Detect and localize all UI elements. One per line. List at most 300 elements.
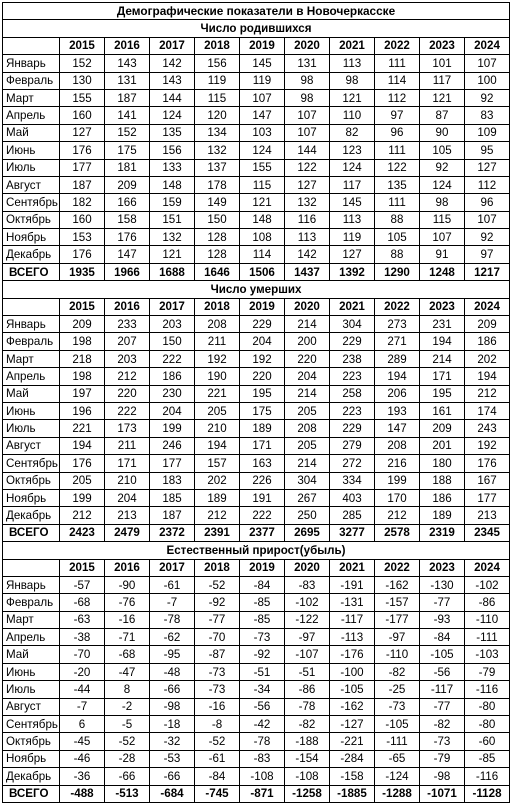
value-cell: 111 <box>375 194 420 211</box>
value-cell: 142 <box>150 55 195 72</box>
value-cell: 177 <box>465 489 510 506</box>
month-label: Май <box>3 385 60 402</box>
value-cell: 233 <box>105 316 150 333</box>
value-cell: 211 <box>105 437 150 454</box>
month-label: Август <box>3 698 60 715</box>
year-header-cell: 2022 <box>375 298 420 315</box>
value-cell: -162 <box>375 576 420 593</box>
value-cell: -87 <box>195 646 240 663</box>
value-cell: 97 <box>465 246 510 263</box>
value-cell: -56 <box>240 698 285 715</box>
value-cell: 289 <box>375 350 420 367</box>
month-label: Август <box>3 176 60 193</box>
year-header-cell: 2017 <box>150 37 195 54</box>
value-cell: 171 <box>105 455 150 472</box>
value-cell: -97 <box>375 629 420 646</box>
value-cell: 304 <box>330 316 375 333</box>
value-cell: 98 <box>330 72 375 89</box>
month-label: Июль <box>3 420 60 437</box>
value-cell: -130 <box>420 576 465 593</box>
month-label: Июнь <box>3 142 60 159</box>
month-label: Август <box>3 437 60 454</box>
value-cell: 212 <box>195 507 240 524</box>
value-cell: 200 <box>285 333 330 350</box>
total-value-cell: -1258 <box>285 785 330 802</box>
value-cell: -78 <box>150 611 195 628</box>
value-cell: 127 <box>60 124 105 141</box>
total-value-cell: 1688 <box>150 263 195 280</box>
year-header-corner <box>3 37 60 54</box>
value-cell: -117 <box>330 611 375 628</box>
value-cell: -97 <box>285 629 330 646</box>
value-cell: 107 <box>285 124 330 141</box>
value-cell: 171 <box>420 368 465 385</box>
table-row <box>3 176 510 193</box>
value-cell: -7 <box>60 698 105 715</box>
value-cell: -77 <box>420 698 465 715</box>
month-label: Февраль <box>3 333 60 350</box>
value-cell: 403 <box>330 489 375 506</box>
year-header-cell: 2018 <box>195 559 240 576</box>
value-cell: -154 <box>285 750 330 767</box>
value-cell: 123 <box>330 142 375 159</box>
total-value-cell: 1217 <box>465 263 510 280</box>
value-cell: -60 <box>465 733 510 750</box>
section-heading: Число родившихся <box>3 20 510 37</box>
value-cell: -82 <box>375 663 420 680</box>
value-cell: 6 <box>60 716 105 733</box>
total-value-cell: 2423 <box>60 524 105 541</box>
value-cell: 201 <box>420 437 465 454</box>
value-cell: -103 <box>465 646 510 663</box>
value-cell: 166 <box>105 194 150 211</box>
value-cell: 192 <box>240 350 285 367</box>
table-body <box>3 3 510 803</box>
value-cell: 145 <box>240 55 285 72</box>
value-cell: 128 <box>195 229 240 246</box>
month-label: Апрель <box>3 107 60 124</box>
value-cell: 131 <box>285 55 330 72</box>
value-cell: -107 <box>285 646 330 663</box>
value-cell: -7 <box>150 594 195 611</box>
value-cell: -80 <box>465 716 510 733</box>
value-cell: -73 <box>420 733 465 750</box>
value-cell: -16 <box>105 611 150 628</box>
value-cell: -85 <box>240 594 285 611</box>
value-cell: 212 <box>375 507 420 524</box>
value-cell: 105 <box>420 142 465 159</box>
table-row <box>3 246 510 263</box>
value-cell: 205 <box>195 402 240 419</box>
value-cell: 187 <box>105 89 150 106</box>
value-cell: 88 <box>375 246 420 263</box>
value-cell: -116 <box>465 768 510 785</box>
value-cell: 204 <box>105 489 150 506</box>
value-cell: 163 <box>240 455 285 472</box>
value-cell: -113 <box>330 629 375 646</box>
total-row <box>3 524 510 541</box>
total-value-cell: -1128 <box>465 785 510 802</box>
section-heading: Естественный прирост(убыль) <box>3 542 510 559</box>
month-label: Ноябрь <box>3 489 60 506</box>
table-row <box>3 663 510 680</box>
value-cell: 189 <box>420 507 465 524</box>
value-cell: 208 <box>195 316 240 333</box>
table-row <box>3 472 510 489</box>
value-cell: -76 <box>105 594 150 611</box>
value-cell: 213 <box>105 507 150 524</box>
year-header-cell: 2022 <box>375 37 420 54</box>
year-header-cell: 2023 <box>420 298 465 315</box>
value-cell: -188 <box>285 733 330 750</box>
value-cell: 111 <box>375 142 420 159</box>
year-header-corner <box>3 298 60 315</box>
table-row <box>3 455 510 472</box>
value-cell: 124 <box>240 142 285 159</box>
value-cell: 199 <box>150 420 195 437</box>
value-cell: 194 <box>465 368 510 385</box>
value-cell: -127 <box>330 716 375 733</box>
value-cell: 221 <box>60 420 105 437</box>
value-cell: 95 <box>465 142 510 159</box>
value-cell: 120 <box>195 107 240 124</box>
value-cell: -66 <box>105 768 150 785</box>
value-cell: 175 <box>105 142 150 159</box>
value-cell: -102 <box>285 594 330 611</box>
value-cell: 176 <box>60 246 105 263</box>
value-cell: -2 <box>105 698 150 715</box>
value-cell: 96 <box>465 194 510 211</box>
value-cell: 218 <box>60 350 105 367</box>
table-row <box>3 368 510 385</box>
value-cell: -71 <box>105 629 150 646</box>
table-row <box>3 576 510 593</box>
value-cell: 128 <box>195 246 240 263</box>
year-header-cell: 2015 <box>60 298 105 315</box>
table-row <box>3 716 510 733</box>
value-cell: 92 <box>465 89 510 106</box>
value-cell: 147 <box>105 246 150 263</box>
value-cell: 107 <box>420 229 465 246</box>
year-header-cell: 2015 <box>60 559 105 576</box>
value-cell: -78 <box>285 698 330 715</box>
table-row <box>3 507 510 524</box>
value-cell: 112 <box>375 89 420 106</box>
year-header-row <box>3 559 510 576</box>
value-cell: 285 <box>330 507 375 524</box>
table-row <box>3 55 510 72</box>
total-value-cell: 2319 <box>420 524 465 541</box>
value-cell: 103 <box>240 124 285 141</box>
value-cell: -90 <box>105 576 150 593</box>
total-value-cell: 2345 <box>465 524 510 541</box>
total-label: ВСЕГО <box>3 524 60 541</box>
value-cell: 186 <box>465 333 510 350</box>
value-cell: -70 <box>195 629 240 646</box>
total-value-cell: 1392 <box>330 263 375 280</box>
value-cell: 152 <box>60 55 105 72</box>
value-cell: 122 <box>285 159 330 176</box>
value-cell: 92 <box>420 159 465 176</box>
month-label: Апрель <box>3 368 60 385</box>
total-value-cell: -1288 <box>375 785 420 802</box>
month-label: Сентябрь <box>3 716 60 733</box>
year-header-corner <box>3 559 60 576</box>
section-heading-row <box>3 542 510 559</box>
value-cell: 113 <box>285 229 330 246</box>
value-cell: 155 <box>240 159 285 176</box>
year-header-row <box>3 37 510 54</box>
month-label: Январь <box>3 55 60 72</box>
total-value-cell: -513 <box>105 785 150 802</box>
table-row <box>3 159 510 176</box>
value-cell: -80 <box>465 698 510 715</box>
table-row <box>3 350 510 367</box>
total-value-cell: 2479 <box>105 524 150 541</box>
month-label: Февраль <box>3 594 60 611</box>
value-cell: 131 <box>105 72 150 89</box>
value-cell: -34 <box>240 681 285 698</box>
value-cell: -20 <box>60 663 105 680</box>
value-cell: 214 <box>285 455 330 472</box>
value-cell: 98 <box>285 72 330 89</box>
value-cell: 117 <box>330 176 375 193</box>
year-header-cell: 2019 <box>240 37 285 54</box>
value-cell: 220 <box>285 350 330 367</box>
value-cell: 176 <box>465 455 510 472</box>
demographics-table <box>2 2 510 803</box>
total-value-cell: 1966 <box>105 263 150 280</box>
value-cell: 127 <box>330 246 375 263</box>
value-cell: 229 <box>330 333 375 350</box>
value-cell: 101 <box>420 55 465 72</box>
value-cell: 189 <box>240 420 285 437</box>
year-header-cell: 2019 <box>240 298 285 315</box>
table-row <box>3 733 510 750</box>
value-cell: 124 <box>330 159 375 176</box>
total-value-cell: 2578 <box>375 524 420 541</box>
value-cell: 206 <box>375 385 420 402</box>
value-cell: 246 <box>150 437 195 454</box>
value-cell: -98 <box>150 698 195 715</box>
table-row <box>3 437 510 454</box>
value-cell: 144 <box>285 142 330 159</box>
value-cell: -77 <box>420 594 465 611</box>
value-cell: 222 <box>150 350 195 367</box>
year-header-cell: 2021 <box>330 559 375 576</box>
value-cell: 87 <box>420 107 465 124</box>
value-cell: 124 <box>420 176 465 193</box>
value-cell: 203 <box>105 350 150 367</box>
value-cell: 250 <box>285 507 330 524</box>
month-label: Сентябрь <box>3 194 60 211</box>
table-row <box>3 229 510 246</box>
value-cell: 229 <box>240 316 285 333</box>
value-cell: 187 <box>60 176 105 193</box>
value-cell: 231 <box>420 316 465 333</box>
value-cell: 156 <box>150 142 195 159</box>
value-cell: 194 <box>60 437 105 454</box>
month-label: Июль <box>3 159 60 176</box>
value-cell: 110 <box>330 107 375 124</box>
value-cell: 105 <box>375 229 420 246</box>
value-cell: 205 <box>60 472 105 489</box>
table-row <box>3 768 510 785</box>
value-cell: 121 <box>150 246 195 263</box>
total-value-cell: 2377 <box>240 524 285 541</box>
value-cell: 150 <box>150 333 195 350</box>
year-header-cell: 2020 <box>285 37 330 54</box>
table-row <box>3 316 510 333</box>
total-row <box>3 263 510 280</box>
value-cell: 194 <box>420 333 465 350</box>
value-cell: 304 <box>285 472 330 489</box>
value-cell: -70 <box>60 646 105 663</box>
value-cell: -53 <box>150 750 195 767</box>
value-cell: 243 <box>465 420 510 437</box>
value-cell: 115 <box>195 89 240 106</box>
value-cell: 116 <box>285 211 330 228</box>
value-cell: 122 <box>375 159 420 176</box>
table-title: Демографические показатели в Новочеркасске <box>3 3 510 20</box>
value-cell: 144 <box>150 89 195 106</box>
total-value-cell: 1646 <box>195 263 240 280</box>
value-cell: 132 <box>285 194 330 211</box>
year-header-cell: 2017 <box>150 559 195 576</box>
value-cell: 208 <box>285 420 330 437</box>
value-cell: 132 <box>195 142 240 159</box>
value-cell: -105 <box>330 681 375 698</box>
month-label: Июнь <box>3 663 60 680</box>
value-cell: -46 <box>60 750 105 767</box>
value-cell: 202 <box>195 472 240 489</box>
value-cell: -62 <box>150 629 195 646</box>
value-cell: 175 <box>240 402 285 419</box>
value-cell: 194 <box>375 368 420 385</box>
month-label: Декабрь <box>3 246 60 263</box>
year-header-cell: 2016 <box>105 298 150 315</box>
value-cell: -79 <box>420 750 465 767</box>
value-cell: 145 <box>330 194 375 211</box>
value-cell: 204 <box>285 368 330 385</box>
total-value-cell: 2391 <box>195 524 240 541</box>
value-cell: -86 <box>285 681 330 698</box>
value-cell: 161 <box>420 402 465 419</box>
year-header-cell: 2018 <box>195 37 240 54</box>
value-cell: -177 <box>375 611 420 628</box>
value-cell: -38 <box>60 629 105 646</box>
value-cell: 216 <box>375 455 420 472</box>
value-cell: 212 <box>105 368 150 385</box>
total-value-cell: -745 <box>195 785 240 802</box>
value-cell: 152 <box>105 124 150 141</box>
value-cell: 92 <box>465 229 510 246</box>
value-cell: -162 <box>330 698 375 715</box>
value-cell: -191 <box>330 576 375 593</box>
value-cell: 130 <box>60 72 105 89</box>
total-row <box>3 785 510 802</box>
value-cell: -42 <box>240 716 285 733</box>
month-label: Март <box>3 611 60 628</box>
value-cell: -5 <box>105 716 150 733</box>
value-cell: -18 <box>150 716 195 733</box>
total-value-cell: -1071 <box>420 785 465 802</box>
value-cell: 119 <box>195 72 240 89</box>
value-cell: 211 <box>195 333 240 350</box>
month-label: Декабрь <box>3 507 60 524</box>
value-cell: 223 <box>330 368 375 385</box>
value-cell: 83 <box>465 107 510 124</box>
value-cell: 195 <box>420 385 465 402</box>
value-cell: 212 <box>465 385 510 402</box>
value-cell: 223 <box>330 402 375 419</box>
value-cell: 185 <box>150 489 195 506</box>
value-cell: 90 <box>420 124 465 141</box>
value-cell: 135 <box>375 176 420 193</box>
section-heading-row <box>3 20 510 37</box>
value-cell: -73 <box>375 698 420 715</box>
value-cell: 127 <box>285 176 330 193</box>
value-cell: 198 <box>60 368 105 385</box>
value-cell: 124 <box>150 107 195 124</box>
year-header-cell: 2023 <box>420 559 465 576</box>
value-cell: -83 <box>285 576 330 593</box>
year-header-cell: 2023 <box>420 37 465 54</box>
total-value-cell: -1885 <box>330 785 375 802</box>
total-value-cell: 1248 <box>420 263 465 280</box>
month-label: Апрель <box>3 629 60 646</box>
value-cell: -85 <box>240 611 285 628</box>
table-row <box>3 211 510 228</box>
value-cell: -102 <box>465 576 510 593</box>
value-cell: 203 <box>150 316 195 333</box>
year-header-cell: 2020 <box>285 298 330 315</box>
total-value-cell: 1506 <box>240 263 285 280</box>
value-cell: 178 <box>195 176 240 193</box>
value-cell: 222 <box>240 507 285 524</box>
value-cell: -110 <box>465 611 510 628</box>
value-cell: -108 <box>240 768 285 785</box>
year-header-cell: 2016 <box>105 37 150 54</box>
value-cell: 113 <box>330 55 375 72</box>
value-cell: 197 <box>60 385 105 402</box>
value-cell: 186 <box>150 368 195 385</box>
month-label: Январь <box>3 576 60 593</box>
value-cell: -176 <box>330 646 375 663</box>
month-label: Октябрь <box>3 733 60 750</box>
title-row <box>3 3 510 20</box>
value-cell: 210 <box>195 420 240 437</box>
value-cell: 176 <box>105 229 150 246</box>
value-cell: 107 <box>240 89 285 106</box>
value-cell: 160 <box>60 211 105 228</box>
value-cell: -158 <box>330 768 375 785</box>
value-cell: 177 <box>60 159 105 176</box>
total-value-cell: -871 <box>240 785 285 802</box>
value-cell: 117 <box>420 72 465 89</box>
value-cell: -111 <box>375 733 420 750</box>
month-label: Июнь <box>3 402 60 419</box>
value-cell: 158 <box>105 211 150 228</box>
value-cell: 214 <box>420 350 465 367</box>
value-cell: -78 <box>240 733 285 750</box>
value-cell: 147 <box>240 107 285 124</box>
total-value-cell: -684 <box>150 785 195 802</box>
value-cell: 214 <box>285 316 330 333</box>
value-cell: -84 <box>195 768 240 785</box>
value-cell: 153 <box>60 229 105 246</box>
value-cell: 170 <box>375 489 420 506</box>
